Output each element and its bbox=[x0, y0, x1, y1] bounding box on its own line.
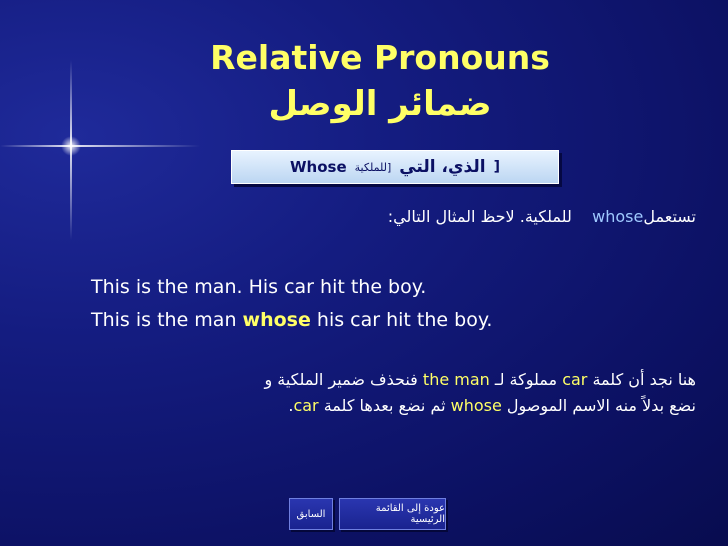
exp1-a: هنا نجد أن كلمة bbox=[587, 370, 696, 389]
exp2-a: نضع بدلاً منه الاسم الموصول bbox=[501, 396, 696, 415]
home-menu-button[interactable]: عودة إلى القائمة الرئيسية bbox=[339, 498, 446, 530]
example-sentence-2 bbox=[91, 309, 492, 331]
exp2-b: ثم نضع بعدها كلمة bbox=[318, 396, 451, 415]
banner-words: الذي، التي bbox=[399, 157, 486, 177]
exp1-c: فنحذف ضمير الملكية و bbox=[264, 370, 423, 389]
example2-after: his car hit the boy. bbox=[310, 309, 493, 331]
instruction-text: للملكية. لاحظ المثال التالي bbox=[393, 207, 572, 226]
instruction-keyword: whose bbox=[592, 207, 644, 226]
exp1-man: the man bbox=[422, 370, 490, 389]
explanation-line-2 bbox=[288, 396, 696, 415]
banner-bracket: [ bbox=[493, 159, 500, 175]
star-glow bbox=[61, 136, 81, 156]
explanation-line-1 bbox=[264, 370, 696, 389]
exp2-dot: . bbox=[288, 396, 294, 415]
title-english: Relative Pronouns bbox=[210, 38, 550, 77]
banner-note: [للملكية bbox=[354, 160, 392, 174]
example2-bold: whose bbox=[242, 309, 311, 331]
instruction-colon: : bbox=[387, 207, 394, 226]
exp2-car: car bbox=[293, 396, 319, 415]
exp1-b: مملوكة لـ bbox=[489, 370, 563, 389]
example2-before: This is the man bbox=[91, 309, 243, 331]
star-flare-horizontal bbox=[0, 145, 200, 147]
banner bbox=[231, 150, 559, 184]
exp2-whose: whose bbox=[450, 396, 502, 415]
exp1-car: car bbox=[562, 370, 588, 389]
banner-keyword: Whose bbox=[290, 158, 347, 176]
previous-button[interactable]: السابق bbox=[289, 498, 333, 530]
title-arabic: ضمائر الوصل bbox=[268, 84, 492, 124]
example-sentence-1: This is the man. His car hit the boy. bbox=[91, 276, 427, 298]
instruction-line bbox=[388, 207, 696, 226]
instruction-prefix: تستعمل bbox=[643, 207, 696, 226]
